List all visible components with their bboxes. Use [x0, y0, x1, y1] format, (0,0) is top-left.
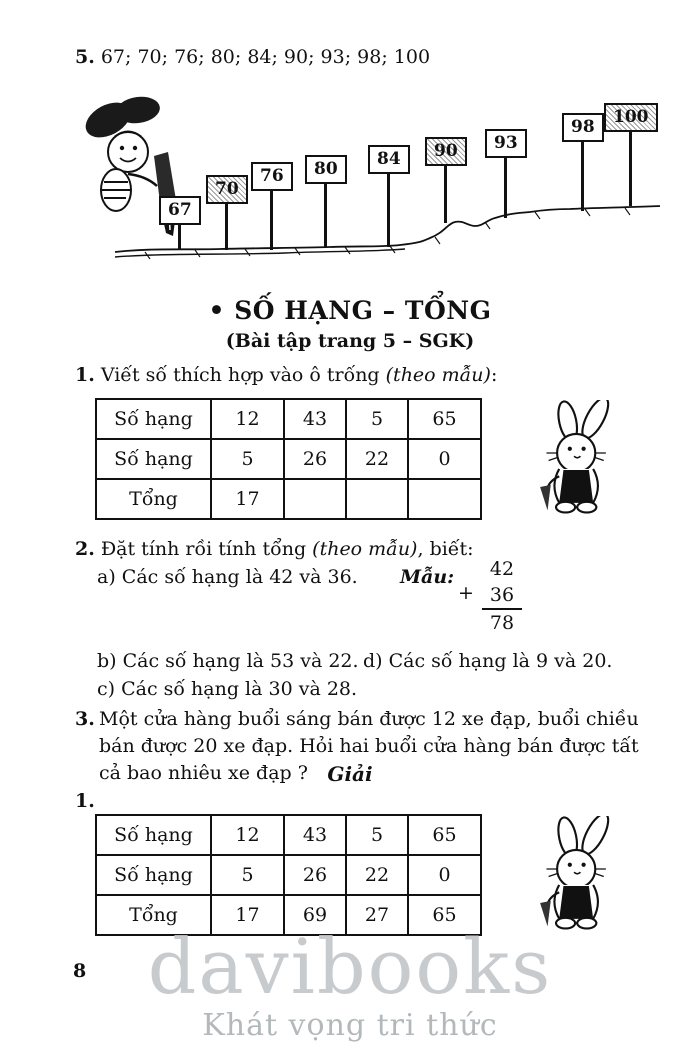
table-row [96, 815, 481, 855]
table-cell: 17 [211, 895, 284, 935]
exercise1-text: Viết số thích hợp vào ô trống [100, 364, 386, 386]
table-cell: 27 [346, 895, 408, 935]
exercise2-item-c: c) Các số hạng là 30 và 28. [97, 678, 358, 700]
table-cell: 22 [346, 855, 408, 895]
table-cell: 5 [211, 855, 284, 895]
table-cell [346, 479, 408, 519]
sign-value: 93 [485, 129, 527, 158]
exercise2-text: Đặt tính rồi tính tổng [100, 538, 313, 560]
exercise2-label: 2. [75, 538, 95, 560]
solution-heading: Giải [327, 762, 373, 786]
sign-value: 98 [562, 113, 604, 142]
sign-post [270, 191, 273, 250]
sign-value: 70 [206, 175, 248, 204]
table-cell: 26 [284, 855, 346, 895]
sign-post [387, 174, 390, 247]
number-sign [425, 137, 467, 223]
table-row [96, 479, 481, 519]
sign-value: 84 [368, 145, 410, 174]
exercise1-table [95, 398, 482, 520]
exercise2-prompt [75, 538, 474, 560]
addend-2: 36 [489, 584, 515, 606]
table-row [96, 399, 481, 439]
sign-post [324, 184, 327, 248]
sign-value: 80 [305, 155, 347, 184]
table-cell: 5 [346, 399, 408, 439]
addition-column [482, 556, 522, 636]
exercise1-note: (theo mẫu) [385, 364, 491, 386]
exercise2-tail: , biết: [417, 538, 474, 560]
exercise1-label: 1. [75, 364, 95, 386]
sign-post [629, 132, 632, 206]
exercise5-answer-line [75, 46, 430, 68]
table-cell: 43 [284, 815, 346, 855]
number-sign [562, 113, 604, 211]
table-cell: 26 [284, 439, 346, 479]
solution1-label: 1. [75, 790, 95, 812]
row-header: Số hạng [96, 855, 211, 895]
sign-value: 90 [425, 137, 467, 166]
number-sign [305, 155, 347, 248]
exercise1-tail: : [490, 364, 498, 386]
watermark-subtext: Khát vọng tri thức [202, 1008, 498, 1043]
table-cell: 43 [284, 399, 346, 439]
sign-post [178, 225, 181, 250]
sign-post [581, 142, 584, 211]
sign-post [504, 158, 507, 218]
table-cell: 65 [408, 895, 481, 935]
sign-post [225, 204, 228, 250]
table-cell: 69 [284, 895, 346, 935]
sign-value: 100 [604, 103, 658, 132]
table-cell: 65 [408, 815, 481, 855]
sample-addition [458, 556, 522, 636]
table-cell: 22 [346, 439, 408, 479]
row-header: Số hạng [96, 399, 211, 439]
table-cell: 12 [211, 815, 284, 855]
exercise5-label: 5. [75, 46, 95, 68]
table-row [96, 439, 481, 479]
table-cell: 0 [408, 439, 481, 479]
rabbit-illustration [503, 816, 643, 938]
table-row [96, 855, 481, 895]
exercise3-label: 3. [75, 708, 95, 730]
solution1-table [95, 814, 482, 936]
table-cell: 17 [211, 479, 284, 519]
number-sign [159, 196, 201, 250]
exercise2-item-b: b) Các số hạng là 53 và 22. [97, 650, 359, 672]
number-sign [604, 103, 658, 206]
page-number: 8 [73, 960, 87, 982]
number-sign [368, 145, 410, 247]
exercise2-note: (theo mẫu) [312, 538, 418, 560]
number-sign [485, 129, 527, 218]
number-sign [251, 162, 293, 250]
sign-value: 76 [251, 162, 293, 191]
table-cell: 12 [211, 399, 284, 439]
exercise1-prompt [75, 364, 497, 386]
plus-sign: + [458, 582, 474, 604]
exercise2-item-a: a) Các số hạng là 42 và 36. [97, 566, 358, 588]
sign-value: 67 [159, 196, 201, 225]
sign-post [444, 166, 447, 223]
row-header: Tổng [96, 479, 211, 519]
row-header: Số hạng [96, 439, 211, 479]
section-subtitle: (Bài tập trang 5 – SGK) [225, 330, 475, 352]
exercise5-values: 67; 70; 76; 80; 84; 90; 93; 98; 100 [100, 46, 431, 68]
row-header: Tổng [96, 895, 211, 935]
exercise3-text: Một cửa hàng buổi sáng bán được 12 xe đạp, buổi chiều bán được 20 xe đạp. Hỏi hai buổi cửa hàng bán được tất cả bao nhiêu xe đạp ? [99, 708, 639, 784]
number-sign [206, 175, 248, 250]
exercise2-item-d: d) Các số hạng là 9 và 20. [363, 650, 613, 672]
sum-value: 78 [482, 608, 522, 636]
table-cell: 5 [211, 439, 284, 479]
rabbit-illustration [503, 400, 643, 522]
table-cell [284, 479, 346, 519]
row-header: Số hạng [96, 815, 211, 855]
section-title-text: SỐ HẠNG – TỔNG [234, 296, 492, 325]
mau-label: Mẫu: [400, 566, 455, 588]
table-cell [408, 479, 481, 519]
section-title [0, 296, 700, 325]
addend-1: 42 [489, 558, 515, 580]
table-cell: 5 [346, 815, 408, 855]
watermark-text: davibooks [147, 922, 553, 1011]
table-cell: 65 [408, 399, 481, 439]
table-cell: 0 [408, 855, 481, 895]
bullet-icon: • [208, 296, 225, 325]
